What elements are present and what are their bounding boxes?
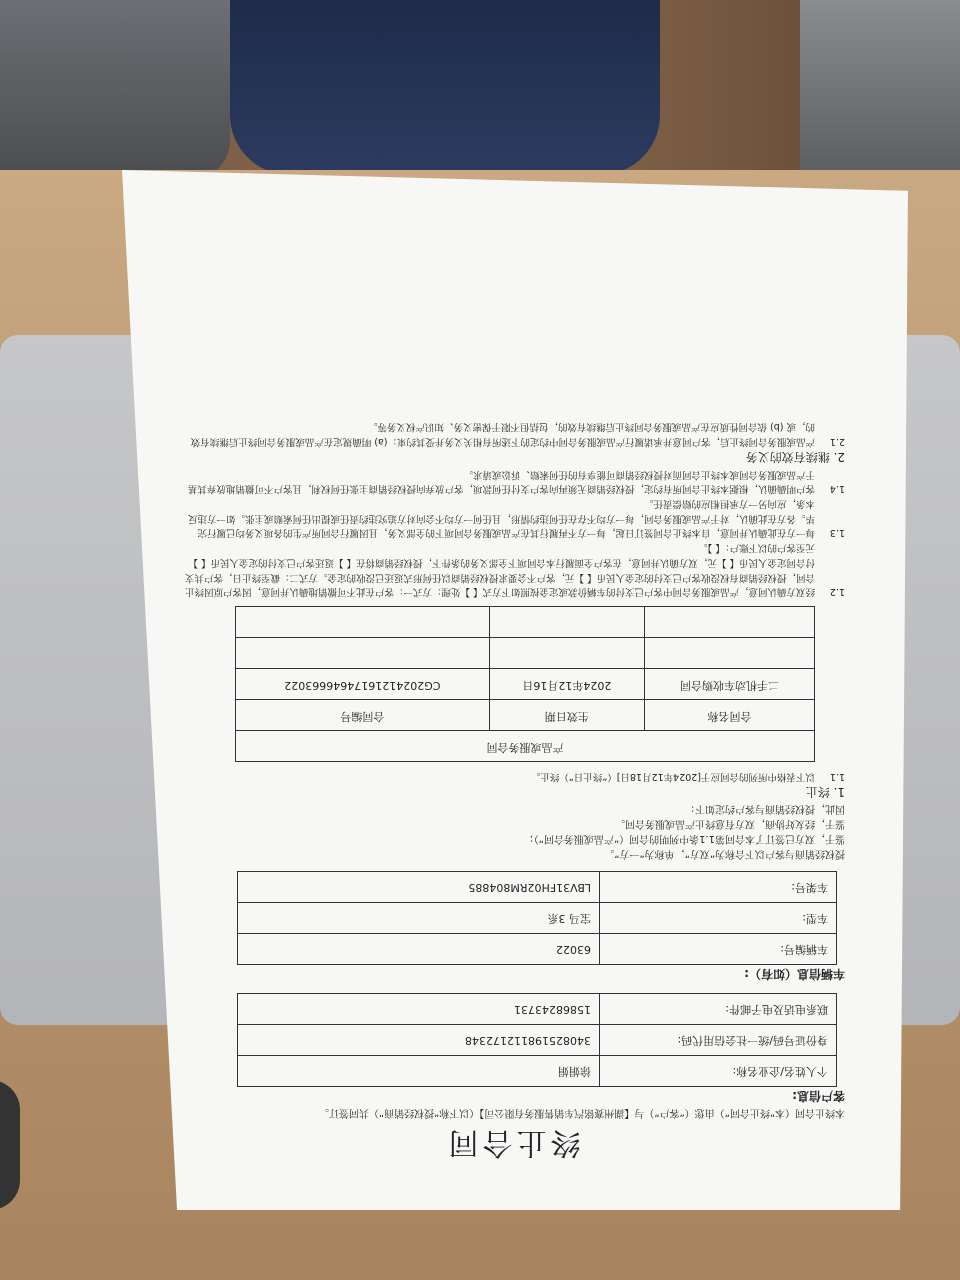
mouse [0, 1080, 20, 1210]
section-2-heading: 2. 继续有效的义务 [745, 449, 845, 464]
header-contract-number: 合同编号 [236, 700, 490, 731]
empty-cell [236, 638, 490, 669]
table-row [238, 1025, 837, 1056]
clause-number: 1.2 [829, 586, 845, 598]
customer-id-value: 340825198112172348 [238, 1025, 600, 1056]
table-row [236, 607, 815, 638]
vehicle-section-heading: 车辆信息（如有）: [744, 967, 845, 981]
document-intro: 本终止合同（本“终止合同”）由您（“客户”）与【湖州赛铭汽车销售服务有限公司】（以下称“授权经销商”）共同签订。 [318, 1107, 845, 1118]
chair-right [800, 0, 960, 170]
header-effective-date: 生效日期 [489, 700, 644, 731]
document-title: 终止合同 [444, 1125, 581, 1160]
clause-text: 产品或服务合同终止后，客户同意并承诺履行产品或服务合同中约定的下述所有相关义务并受其约束：(a) 明确规定在产品或服务合同终止后继续有效的，或 (b) 依合同性质应在产品或服务合同终止后继续有效的，包括但不限于保密义务、知识产权义务等。 [190, 421, 815, 447]
customer-info-table [237, 993, 837, 1087]
section-1-heading: 1. 终止 [805, 785, 845, 799]
customer-phone-label: 联系电话及电子邮件: [600, 994, 837, 1025]
table-row [238, 994, 837, 1025]
table-row [236, 669, 815, 700]
contract-table-caption: 产品或服务合同 [236, 731, 815, 762]
clause-number: 1.4 [829, 483, 845, 495]
vehicle-vin-label: 车架号: [600, 872, 837, 903]
customer-phone-value: 15868243731 [238, 994, 600, 1025]
table-row [238, 934, 837, 965]
vehicle-model-label: 车型: [600, 903, 837, 934]
clause-number: 2.1 [829, 435, 845, 447]
table-row [238, 1056, 837, 1087]
empty-cell [489, 607, 644, 638]
vehicle-model-value: 宝马 3系 [238, 903, 600, 934]
vehicle-info-table [237, 871, 837, 965]
header-contract-name: 合同名称 [645, 700, 815, 731]
effective-date-cell: 2024年12月16日 [489, 669, 644, 700]
table-header-row [236, 700, 815, 731]
customer-id-label: 身份证号码/统一社会信用代码: [600, 1025, 837, 1056]
table-row [238, 872, 837, 903]
customer-name-label: 个人姓名/企业名称: [600, 1056, 837, 1087]
clause-text: 以下表格中所列的合同应于[2024年12月18日]（“终止日”）终止。 [530, 771, 815, 782]
clause-1-2 [180, 539, 845, 598]
clause-text: 每一方在此确认并同意，自本终止合同签订日起，每一方不再履行其在产品或服务合同项下的全部义务，且因履行合同所产生的各项义务均已履行完毕。各方在此确认，对于产品或服务合同，每一方均不存在任何违约情形，且任何一方均不会向对方追究违约责任或提出任何索赔或主张。如一方违反本条，应向另一方承担相应的赔偿责任。 [187, 497, 815, 539]
person-legs [230, 0, 660, 175]
clause-1-1 [180, 768, 845, 783]
vehicle-vin-value: LBV31FH02RM804885 [238, 872, 600, 903]
empty-cell [236, 607, 490, 638]
vehicle-number-label: 车辆编号: [600, 934, 837, 965]
contract-table [235, 606, 815, 762]
whereas-1: 鉴于，双方已签订了本合同第1.1条中列明的合同（“产品或服务合同”）； [523, 833, 845, 844]
customer-name-value: 徐娟娟 [238, 1056, 600, 1087]
chair-left [0, 0, 230, 180]
table-row [238, 903, 837, 934]
clause-1-4 [180, 466, 845, 495]
empty-cell [645, 638, 815, 669]
therefore-line: 因此，授权经销商与客户约定如下： [685, 803, 845, 814]
clause-number: 1.1 [829, 771, 845, 782]
customer-section-heading: 客户信息: [792, 1089, 845, 1103]
parties-line: 授权经销商与客户以下合称为“双方”，单称为“一方”。 [604, 848, 845, 859]
clause-1-3 [180, 495, 845, 539]
contract-name-cell: 二手机动车收购合同 [645, 669, 815, 700]
table-row [236, 731, 815, 762]
clause-text: 客户明确确认，根据本终止合同所有约定，授权经销商无须再向客户支付任何款项，客户放弃向授权经销商主张任何权利，且客户不可撤销地放弃其基于产品或服务合同或本终止合同而对授权经销商可能享有的任何索赔、诉讼或请求。 [187, 468, 815, 495]
clause-number: 1.3 [829, 527, 845, 539]
empty-cell [645, 607, 815, 638]
empty-cell [489, 638, 644, 669]
contract-number-cell: CG20241216174646663022 [236, 669, 490, 700]
table-row [236, 638, 815, 669]
vehicle-number-value: 63022 [238, 934, 600, 965]
whereas-2: 鉴于，经友好协商，双方有意终止产品或服务合同。 [615, 818, 845, 829]
clause-2-1 [180, 418, 845, 447]
clause-text: 经双方确认同意，产品或服务合同中客户已支付的车辆价款或定金按照如下方式【 】处理：方式一：客户在此不可撤销地确认并同意，因客户原因终止合同，授权经销商有权没收客户已支付的定金人民币【 】元，客户不会要求授权经销商以任何形式返还已没收的定金。方式二：截至终止日，客户共支付合同定金人民币【 】元，双方确认并同意，在客户全面履行本合同项下全部义务的条件下，授权经销商将在【 】返还客户已支付的定金人民币【 】元至客户的以下账户：【 】。 [184, 542, 815, 598]
contract-document [180, 230, 845, 1165]
